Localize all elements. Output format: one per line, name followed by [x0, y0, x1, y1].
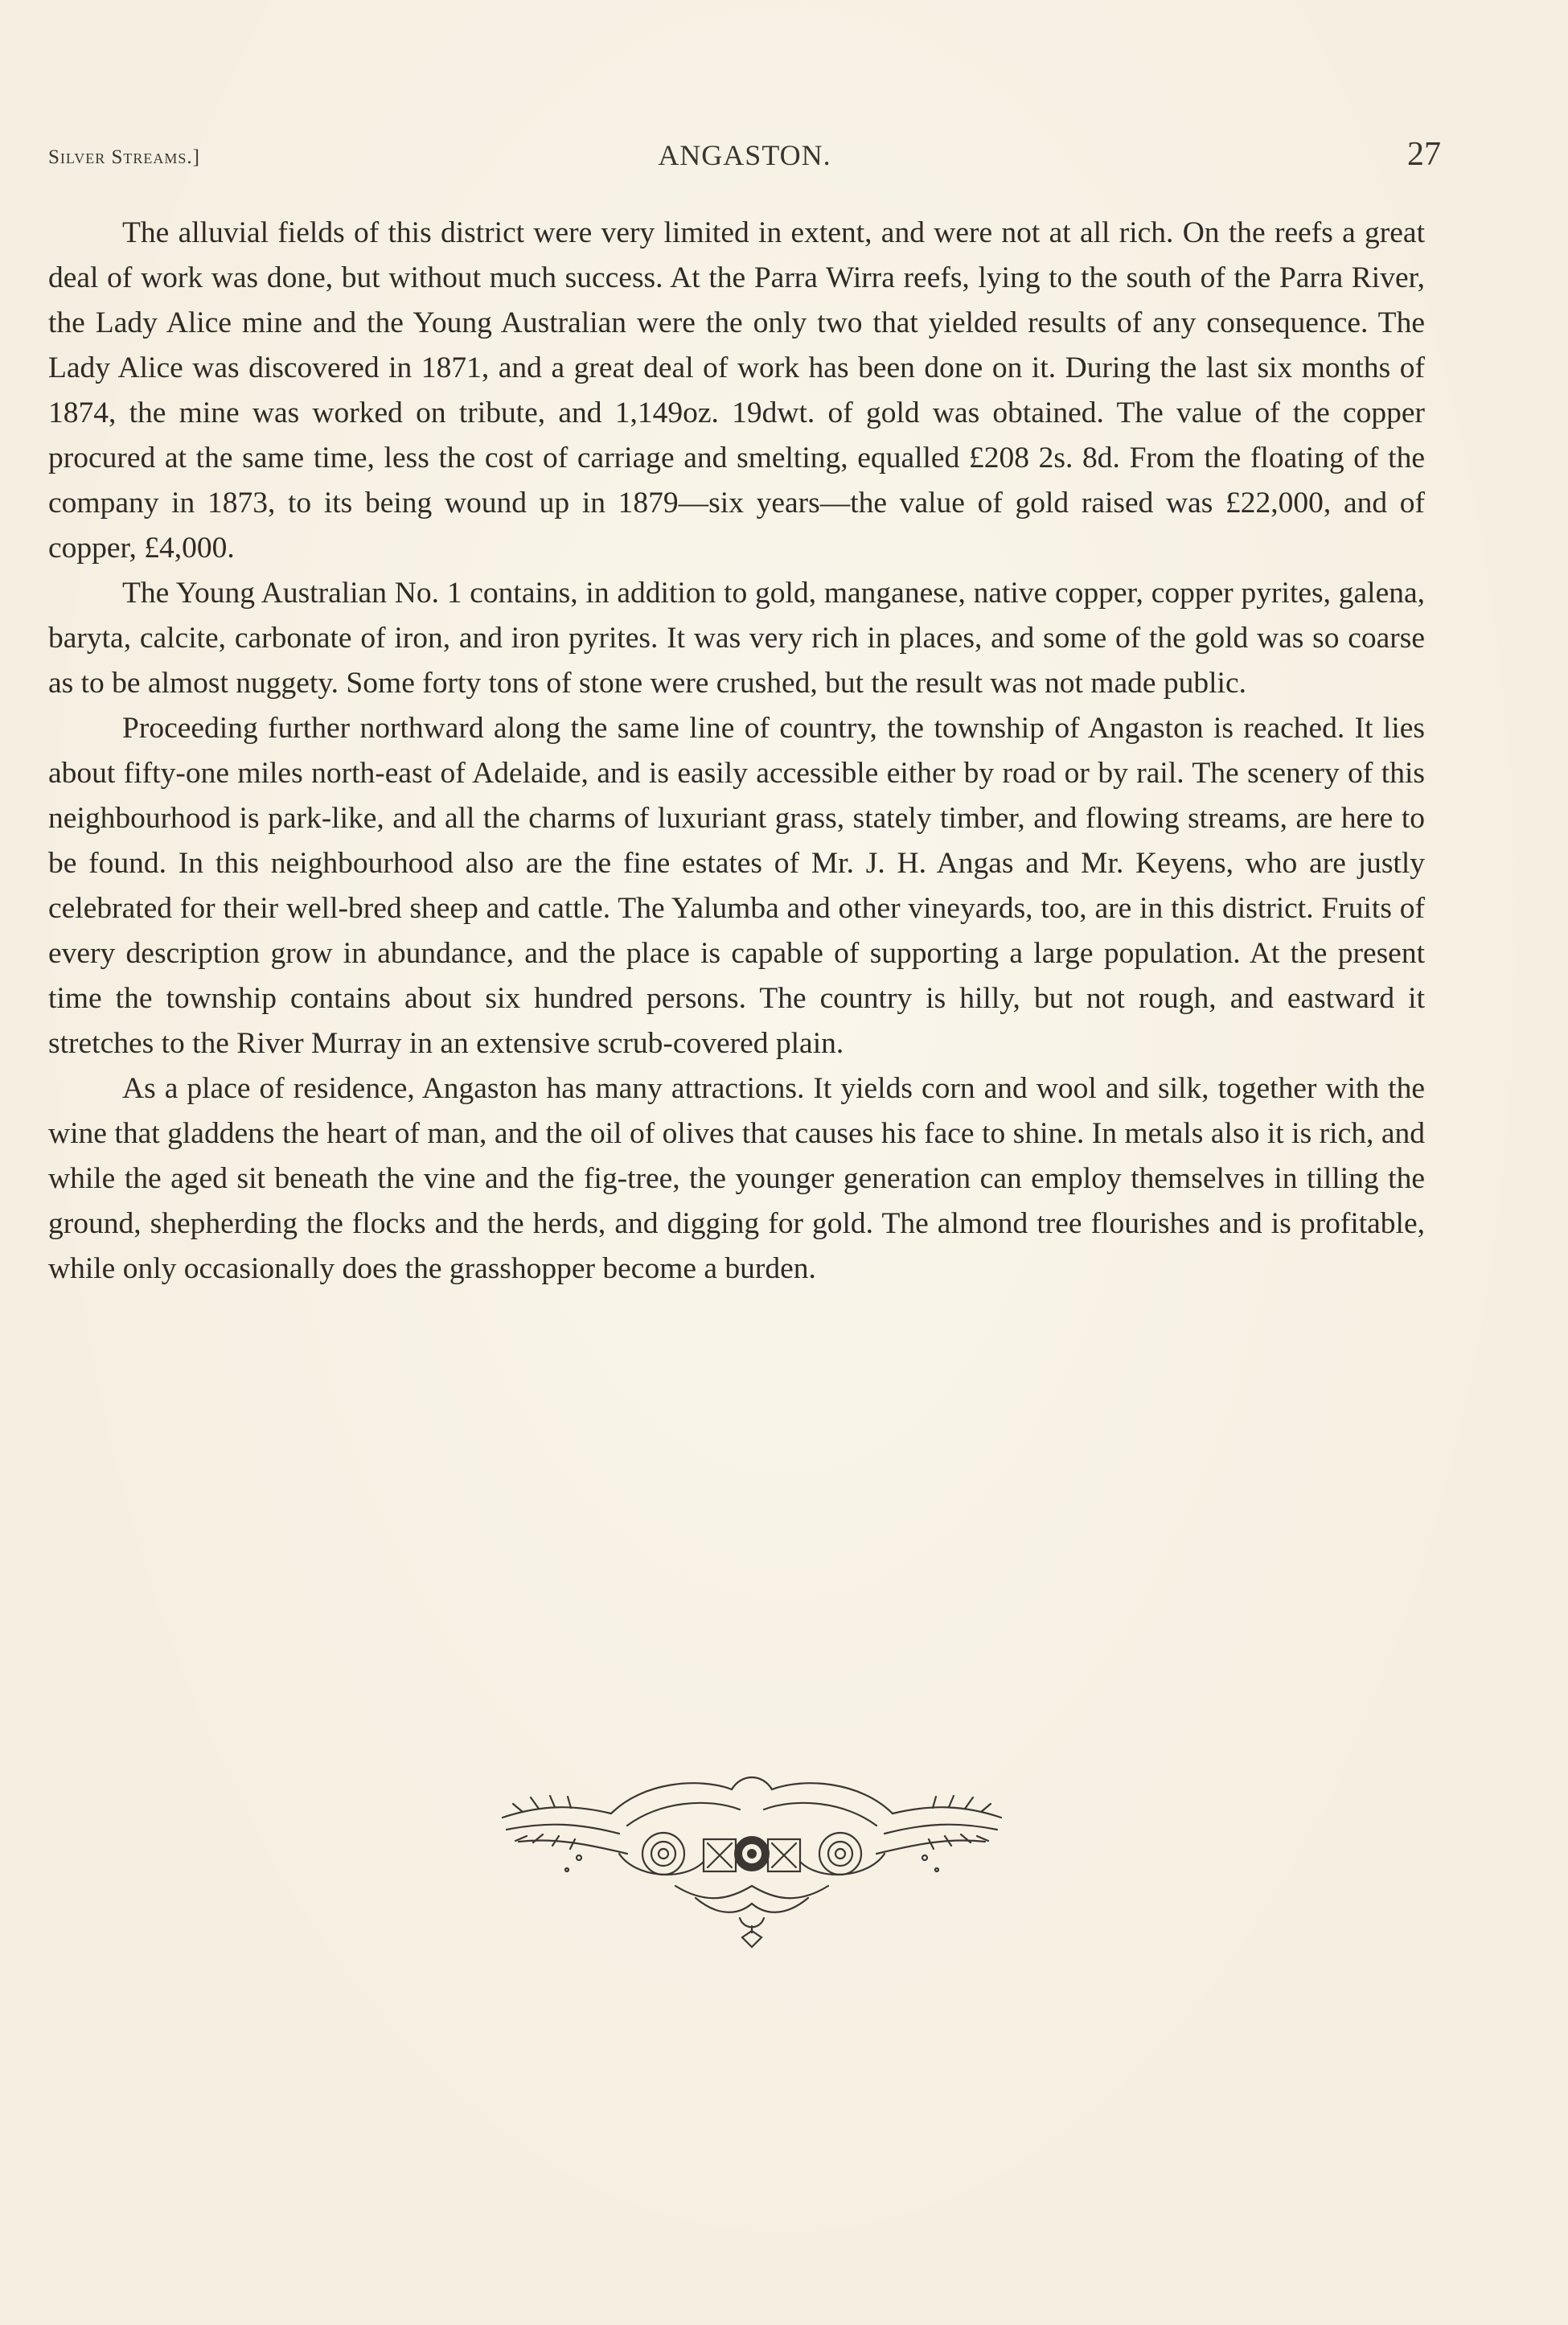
paragraph-1: The alluvial fields of this district were very limited in extent, and were not at all rich. On the reefs a great deal of work was done, but without much success. At the Parra Wirra reefs, lying to the south of the Parra River, the Lady Alice mine and the Young Australian were the only two that yielded results of any consequence. The Lady Alice was discovered in 1871, and a great deal of work has been done on it. During the last six months of 1874, the mine was worked on tribute, and 1,149oz. 19dwt. of gold was obtained. The value of the copper procured at the same time, less the cost of carriage and smelting, equalled £208 2s. 8d. From the floating of the company in 1873, to its being wound up in 1879—six years—the value of gold raised was £22,000, and of copper, £4,000. [48, 216, 1425, 565]
paragraph-4: As a place of residence, Angaston has many attractions. It yields corn and wool and silk, together with the wine that gladdens the heart of man, and the oil of olives that causes his face to shine. In metals also it is rich, and while the aged sit beneath the vine and the fig-tree, the younger generation can employ themselves in tilling the ground, shepherding the flocks and the herds, and digging for gold. The almond tree flourishes and is profitable, while only occasionally does the grasshopper become a burden. [48, 1072, 1425, 1285]
paragraph-3: Proceeding further northward along the same line of country, the township of Angaston is reached. It lies about fifty-one miles north-east of Adelaide, and is easily accessible either by road or by rail. The scenery of this neighbourhood is park-like, and all the charms of luxuriant grass, stately timber, and flowing streams, are here to be found. In this neighbourhood also are the fine estates of Mr. J. H. Angas and Mr. Keyens, who are justly celebrated for their well-bred sheep and cattle. The Yalumba and other vineyards, too, are in this district. Fruits of every description grow in abundance, and the place is capable of supporting a large population. At the present time the township contains about six hundred persons. The country is hilly, but not rough, and eastward it stretches to the River Murray in an extensive scrub-covered plain. [48, 712, 1425, 1060]
page-number: 27 [1407, 136, 1441, 173]
paragraph-2: The Young Australian No. 1 contains, in addition to gold, manganese, native copper, copper pyrites, galena, baryta, calcite, carbonate of iron, and iron pyrites. It was very rich in places, and some of the gold was so coarse as to be almost nuggety. Some forty tons of stone were crushed, but the result was not made public. [48, 577, 1425, 700]
decorative-tailpiece-icon [491, 1765, 1013, 1950]
running-head-title: ANGASTON. [658, 139, 831, 171]
body-text [48, 211, 1425, 1292]
running-head-left: Silver Streams.] [48, 146, 200, 168]
running-head [48, 135, 1441, 183]
